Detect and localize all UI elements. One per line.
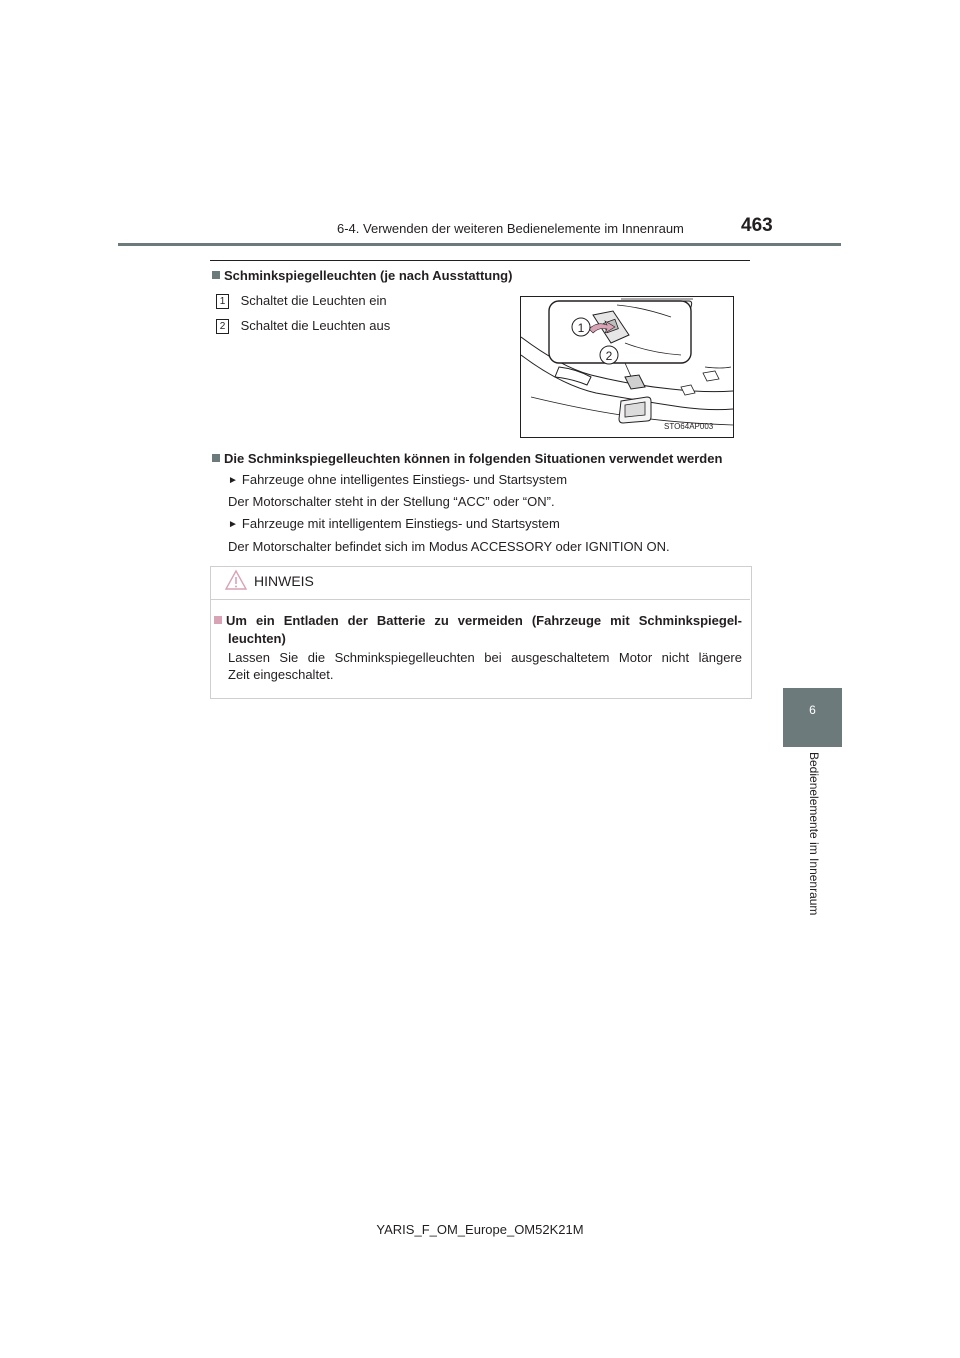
number-badge: 2 (216, 319, 229, 334)
notice-heading-continued: leuchten) (228, 631, 286, 646)
notice-text-continued: Zeit eingeschaltet. (228, 667, 334, 682)
chapter-tab (783, 688, 842, 747)
callout-2: 2 (605, 349, 613, 363)
list-item: 2 Schaltet die Leuchten aus (216, 318, 390, 334)
list-item: ► Fahrzeuge ohne intelligentes Einstiegs- und Startsystem (228, 472, 568, 487)
paragraph: Der Motorschalter steht in der Stellung “ACC” oder “ON”. (228, 494, 555, 509)
triangle-bullet-icon: ► (228, 475, 238, 486)
header-rule (118, 243, 841, 246)
paragraph: Der Motorschalter befindet sich im Modus ACCESSORY oder IGNITION ON. (228, 539, 670, 554)
list-item: ► Fahrzeuge mit intelligentem Einstiegs- und Startsystem (228, 516, 560, 531)
triangle-bullet-icon: ► (228, 519, 238, 530)
section-rule (210, 260, 750, 261)
chapter-title-vertical: Bedienelemente im Innenraum (807, 752, 821, 916)
notice-divider (210, 599, 750, 600)
number-badge: 1 (216, 294, 229, 309)
warning-triangle-icon (224, 569, 248, 591)
figure-code: STO64AP003 (664, 422, 714, 431)
square-bullet-icon (212, 271, 220, 279)
chapter-number: 6 (809, 703, 816, 717)
list-item: 1 Schaltet die Leuchten ein (216, 293, 387, 309)
notice-text: Lassen Sie die Schminkspiegelleuchten bei ausgeschaltetem Motor nicht längere (228, 650, 742, 665)
mirror-light-illustration (520, 296, 734, 438)
square-bullet-icon (212, 454, 220, 462)
header-section-title: 6-4. Verwenden der weiteren Bedienelemente im Innenraum (337, 221, 684, 236)
callout-1: 1 (577, 321, 585, 335)
footer-doc-id: YARIS_F_OM_Europe_OM52K21M (376, 1222, 584, 1237)
notice-title: HINWEIS (254, 573, 314, 589)
square-bullet-icon (214, 616, 222, 624)
section-heading-usage-conditions: Die Schminkspiegelleuchten können in folgenden Situationen verwendet werden (212, 451, 722, 466)
notice-heading: Um ein Entladen der Batterie zu vermeiden (Fahrzeuge mit Schminkspiegel- (214, 613, 742, 628)
section-heading-mirror-lights: Schminkspiegelleuchten (je nach Ausstattung) (212, 268, 512, 283)
page-number: 463 (741, 215, 773, 236)
headliner-drawing (521, 297, 733, 437)
